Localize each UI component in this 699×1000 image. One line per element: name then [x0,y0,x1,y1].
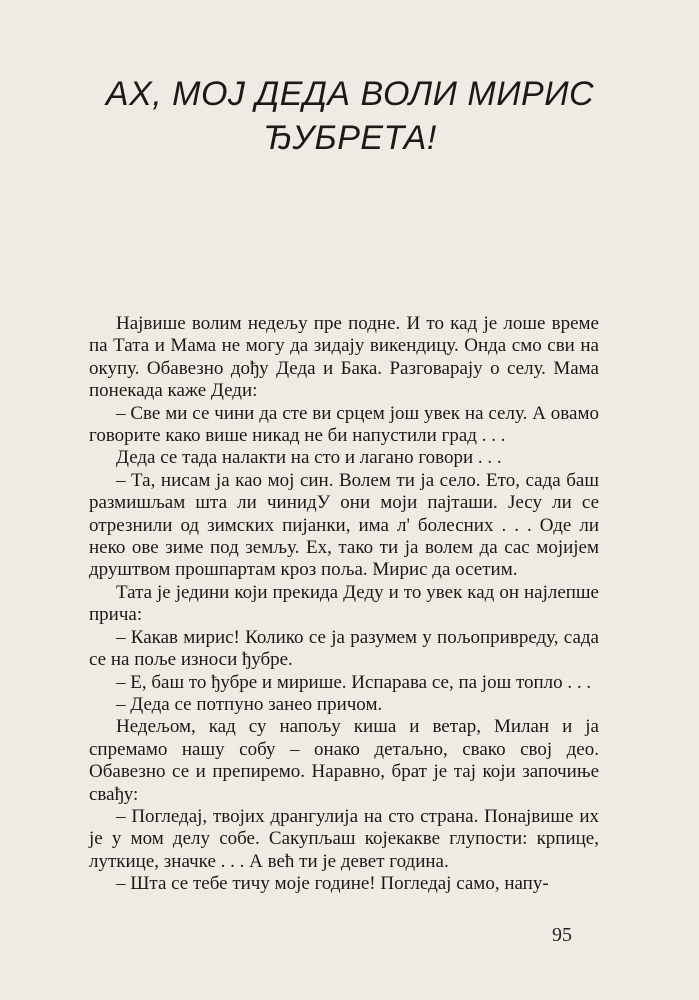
chapter-title [60,72,640,160]
paragraph: – Какав мирис! Колико се ја разумем у пољопривреду, сада се на поље износи ђубре. [89,626,599,671]
paragraph: Тата је једини који прекида Деду и то увек кад он најлепше прича: [89,581,599,626]
chapter-title-line-2: ЂУБРЕТА! [263,119,437,157]
body-text [89,313,599,896]
paragraph: – Све ми се чини да сте ви срцем још увек на селу. А овамо говорите како више никад не би напустили град . . . [89,402,599,447]
paragraph: – Шта се тебе тичу моје године! Погледај само, напу- [116,873,549,895]
paragraph: Деда се тада налакти на сто и лагано говори . . . [116,447,502,469]
paragraph: – Деда се потпуно занео причом. [116,693,383,715]
paragraph: Највише волим недељу пре подне. И то кад је лоше време па Тата и Мама не могу да зидају викендицу. Онда смо сви на окупу. Обавезно дођу Деда и Бака. Разговарају о селу. Мама понекада каже Деди: [89,313,599,402]
page-number: 95 [552,924,572,946]
paragraph: – Та, нисам ја као мој син. Волем ти ја село. Ето, сада баш размишљам шта ли чинидУ они моји пајташи. Јесу ли се отрезнили од зимских пијанки, има л' болесних . . . Оде ли неко ове зиме под земљу. Ех, тако ти ја волем да сас мојијем друштвом прошпартам кроз поља. Мирис да осетим. [89,469,599,581]
paragraph: – Е, баш то ђубре и мирише. Испарава се, па још топло . . . [116,671,592,693]
chapter-title-line-1: АХ, МОЈ ДЕДА ВОЛИ МИРИС [105,75,595,113]
paragraph: Недељом, кад су напољу киша и ветар, Милан и ја спремамо нашу собу – онако детаљно, свако свој део. Обавезно се и препиремо. Наравно, брат је тај који започиње свађу: [89,716,599,805]
paragraph: – Погледај, твојих дрангулија на сто страна. Понајвише их је у мом делу собе. Сакупљаш којекакве глупости: крпице, луткице, значке . . . А већ ти је девет година. [89,805,599,872]
